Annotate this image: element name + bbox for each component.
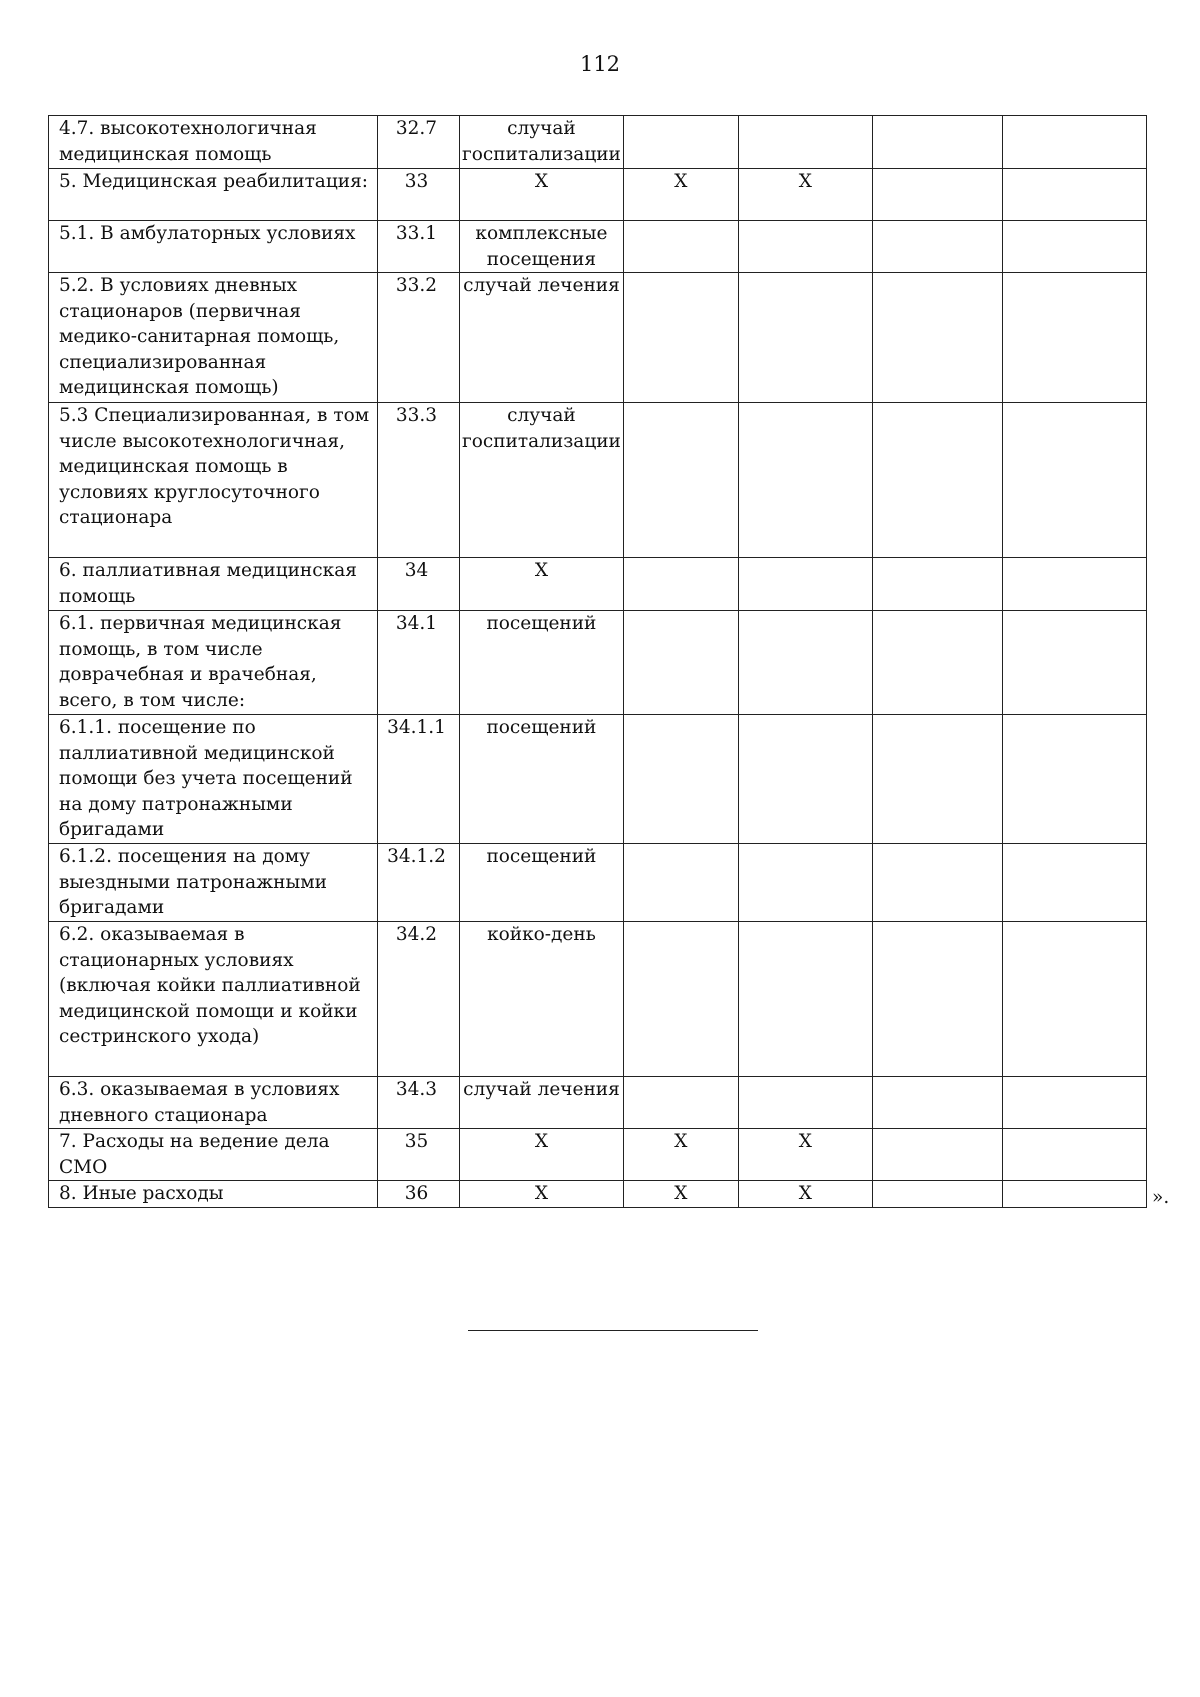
row-value-3 <box>872 844 1002 922</box>
row-unit: койко-день <box>460 922 624 1077</box>
row-value-4 <box>1002 1181 1146 1208</box>
row-code: 33.3 <box>378 403 460 558</box>
row-name: 5.1. В амбулаторных условиях <box>49 221 378 273</box>
end-rule <box>468 1330 758 1331</box>
row-code: 32.7 <box>378 116 460 169</box>
row-unit: посещений <box>460 844 624 922</box>
row-value-3 <box>872 169 1002 221</box>
row-value-2 <box>738 715 872 844</box>
row-name: 6.1. первичная медицинская помощь, в том числе доврачебная и врачебная, всего, в том числе: <box>49 611 378 715</box>
table-row <box>49 922 1147 1077</box>
row-name: 8. Иные расходы <box>49 1181 378 1208</box>
row-value-1 <box>623 922 738 1077</box>
row-unit: Х <box>460 1129 624 1181</box>
row-value-4 <box>1002 169 1146 221</box>
row-value-3 <box>872 611 1002 715</box>
row-value-2 <box>738 844 872 922</box>
row-value-3 <box>872 273 1002 403</box>
row-value-2 <box>738 273 872 403</box>
row-name: 5.3 Специализированная, в том числе высокотехнологичная, медицинская помощь в условиях круглосуточного стационара <box>49 403 378 558</box>
table-row <box>49 273 1147 403</box>
row-value-1 <box>623 273 738 403</box>
row-value-2 <box>738 116 872 169</box>
table-row <box>49 1181 1147 1208</box>
row-value-3 <box>872 715 1002 844</box>
row-value-3 <box>872 116 1002 169</box>
row-code: 34.3 <box>378 1077 460 1129</box>
row-value-4 <box>1002 558 1146 611</box>
row-value-2 <box>738 1077 872 1129</box>
row-value-3 <box>872 922 1002 1077</box>
row-name: 6.1.2. посещения на дому выездными патронажными бригадами <box>49 844 378 922</box>
row-code: 33.1 <box>378 221 460 273</box>
row-value-1 <box>623 116 738 169</box>
row-code: 34.1.2 <box>378 844 460 922</box>
row-name: 4.7. высокотехнологичная медицинская помощь <box>49 116 378 169</box>
row-value-3 <box>872 221 1002 273</box>
table-row <box>49 403 1147 558</box>
page-number: 112 <box>579 52 621 76</box>
table-row <box>49 715 1147 844</box>
table-row <box>49 116 1147 169</box>
row-name: 5. Медицинская реабилитация: <box>49 169 378 221</box>
row-value-4 <box>1002 715 1146 844</box>
row-code: 34 <box>378 558 460 611</box>
table-row <box>49 221 1147 273</box>
row-value-4 <box>1002 611 1146 715</box>
row-unit: Х <box>460 558 624 611</box>
row-value-1 <box>623 611 738 715</box>
closing-quote: ». <box>1152 1187 1170 1208</box>
row-code: 35 <box>378 1129 460 1181</box>
row-value-4 <box>1002 1077 1146 1129</box>
row-name: 6.3. оказываемая в условиях дневного стационара <box>49 1077 378 1129</box>
table-row <box>49 1077 1147 1129</box>
row-unit: Х <box>460 169 624 221</box>
row-value-1 <box>623 715 738 844</box>
row-unit: комплексные посещения <box>460 221 624 273</box>
row-value-1 <box>623 1077 738 1129</box>
row-name: 5.2. В условиях дневных стационаров (первичная медико-санитарная помощь, специализированная медицинская помощь) <box>49 273 378 403</box>
row-unit: посещений <box>460 715 624 844</box>
row-unit: случай лечения <box>460 1077 624 1129</box>
row-value-1: Х <box>623 1129 738 1181</box>
row-value-1 <box>623 403 738 558</box>
row-value-4 <box>1002 1129 1146 1181</box>
row-code: 33 <box>378 169 460 221</box>
row-value-4 <box>1002 922 1146 1077</box>
row-unit: случай госпитализации <box>460 116 624 169</box>
row-value-1 <box>623 844 738 922</box>
row-name: 6. паллиативная медицинская помощь <box>49 558 378 611</box>
row-code: 34.1.1 <box>378 715 460 844</box>
row-value-2: Х <box>738 1181 872 1208</box>
row-unit: случай госпитализации <box>460 403 624 558</box>
row-value-3 <box>872 1129 1002 1181</box>
row-name: 6.2. оказываемая в стационарных условиях (включая койки паллиативной медицинской помощи и койки сестринского ухода) <box>49 922 378 1077</box>
row-value-4 <box>1002 844 1146 922</box>
row-value-3 <box>872 558 1002 611</box>
row-value-2 <box>738 221 872 273</box>
row-value-3 <box>872 1077 1002 1129</box>
row-value-4 <box>1002 221 1146 273</box>
row-value-2 <box>738 611 872 715</box>
row-value-3 <box>872 1181 1002 1208</box>
row-value-1: Х <box>623 169 738 221</box>
row-name: 7. Расходы на ведение дела СМО <box>49 1129 378 1181</box>
table-row <box>49 169 1147 221</box>
row-value-1 <box>623 221 738 273</box>
row-value-4 <box>1002 116 1146 169</box>
row-value-2 <box>738 403 872 558</box>
row-code: 36 <box>378 1181 460 1208</box>
row-value-1: Х <box>623 1181 738 1208</box>
row-value-2 <box>738 922 872 1077</box>
row-value-1 <box>623 558 738 611</box>
table-row <box>49 611 1147 715</box>
row-value-2: Х <box>738 1129 872 1181</box>
row-value-3 <box>872 403 1002 558</box>
table-row <box>49 844 1147 922</box>
row-name: 6.1.1. посещение по паллиативной медицинской помощи без учета посещений на дому патронажными бригадами <box>49 715 378 844</box>
row-value-2: Х <box>738 169 872 221</box>
data-table <box>48 115 1147 1208</box>
row-value-4 <box>1002 403 1146 558</box>
row-value-2 <box>738 558 872 611</box>
table-row <box>49 1129 1147 1181</box>
row-code: 34.2 <box>378 922 460 1077</box>
row-unit: Х <box>460 1181 624 1208</box>
row-value-4 <box>1002 273 1146 403</box>
row-unit: случай лечения <box>460 273 624 403</box>
row-code: 34.1 <box>378 611 460 715</box>
row-code: 33.2 <box>378 273 460 403</box>
row-unit: посещений <box>460 611 624 715</box>
table-row <box>49 558 1147 611</box>
